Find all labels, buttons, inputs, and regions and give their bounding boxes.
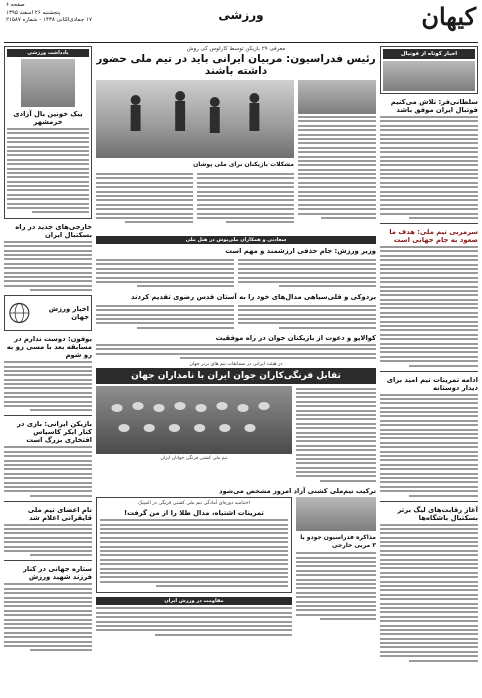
right-story-1-body: [380, 116, 478, 219]
interview-kicker: اختتامیه دوره‌ای آمادگی تیم ملی کشتی فرنگی در المپیک: [138, 501, 250, 507]
team-photo: [96, 386, 292, 454]
mid-story-2-title: بردوکی و قلی‌سیاهی مدال‌های خود را به آستان قدس رضوی تقدیم کردند: [131, 292, 376, 301]
lower-story-2-title: مذاکره فدراسیون جودو با ۳ مربی خارجی: [300, 534, 376, 550]
page-number: صفحه ۶: [6, 2, 25, 8]
lower-story-1-title: ترکیب تیم‌ملی کشتی آزاد امروز مشخص می‌شود: [219, 487, 376, 496]
masthead: [4, 2, 478, 43]
short-news-photo: [383, 61, 475, 91]
column-name: یادداشت ورزشی: [7, 49, 89, 57]
date-line-1: پنجشنبه ۲۶ اسفند ۱۳۹۵: [6, 9, 61, 16]
short-news-title: اخبار کوتاه از فوتبال: [383, 49, 475, 59]
mid-story-3-title: کوالاپو و دعوت از بازیکنان جوان در راه موفقیت: [215, 334, 376, 343]
bottom-label: مقاومت در ورزش ایران: [96, 597, 292, 605]
right-story-2-body: [380, 246, 478, 367]
left-story-5-title: ستاره جهانی در کنار فرزند شهید ورزش: [23, 565, 92, 582]
portrait-title: پیک خونین بال آزادی خرمشهر: [13, 110, 83, 126]
left-column: [4, 46, 92, 694]
players-silhouettes: [96, 80, 294, 158]
interview-title: تمرینات اشتباه، مدال طلا را از من گرفت!: [124, 509, 264, 518]
date-line-2: ۱۷ جمادی‌الثانی ۱۴۳۸ - شماره ۲۱۵۸۷: [6, 17, 92, 23]
right-story-3-body: [380, 394, 478, 497]
center-area: [96, 46, 376, 694]
author-portrait: [21, 59, 75, 107]
right-story-4-title: آغاز رقابت‌های لیگ برتر بسکتبال باشگاه‌ها: [397, 505, 478, 522]
section-title: ورزشی: [218, 8, 264, 22]
main-kicker: معرفی ۲۹ بازیکن توسط کارلوس کی روش: [186, 46, 286, 52]
right-story-1-title: سلطانی‌فر: تلاش می‌کنیم فوتبال ایران موفق باشد: [390, 98, 478, 114]
main-headline: رئیس فدراسیون: مربیان ایرانی باید در تیم ملی حضور داشته باشند: [96, 53, 376, 77]
interview-box: [96, 497, 292, 593]
world-news-label: اخبار ورزش جهان: [48, 305, 89, 322]
feature-title: تقابل فرنگی‌کاران جوان ایران با نامداران جهان: [96, 368, 376, 384]
left-story-2-title: بوفون: دوست ندارم در مسابقه بعد با مسی رو به رو شوم: [6, 335, 92, 360]
short-news-box: [380, 46, 478, 94]
team-photo-caption: تیم ملی کشتی فرنگی جوانان ایران: [160, 455, 228, 461]
feature-kicker: در هیئت ایرانی در مسابقات تیم های برتر جهان: [189, 361, 283, 367]
right-column: [380, 46, 478, 694]
globe-icon: [7, 301, 32, 325]
right-story-3-title: ادامه تمرینات تیم امید برای دیدار دوستانه: [386, 375, 478, 392]
team-silhouettes: [96, 386, 292, 454]
date-info: [6, 2, 92, 25]
side-story-title: مشکلات بازیکنان برای ملی پوشان: [193, 161, 294, 168]
judo-photo: [296, 497, 376, 531]
right-story-2-title: سرمربی تیم ملی: هدف ما صعود به جام جهانی است: [389, 227, 478, 244]
main-story-lead: [298, 80, 376, 234]
left-story-1-title: خارجی‌های جدید در راه بسکتبال ایران: [15, 222, 92, 239]
column-box: [4, 46, 92, 219]
mid-story-1-title: وزیر ورزش: جام حذفی ارزشمند و مهم است: [225, 247, 376, 255]
world-news-banner: [4, 295, 92, 331]
lead-thumb-photo: [298, 80, 376, 114]
right-story-4-body: [380, 524, 478, 662]
left-story-3-title: بازیکن ایرانی: بازی در کنار ایکر کاسیاس افتخاری بزرگ است: [17, 420, 92, 445]
training-photo: [96, 80, 294, 158]
newspaper-logo: کیهان: [421, 2, 476, 31]
left-story-4-title: نام اعضای تیم ملی قایقرانی اعلام شد: [27, 505, 92, 522]
mid-banner: سعادتی و همکاران ملی‌پوش در هتل ملی: [96, 236, 376, 244]
